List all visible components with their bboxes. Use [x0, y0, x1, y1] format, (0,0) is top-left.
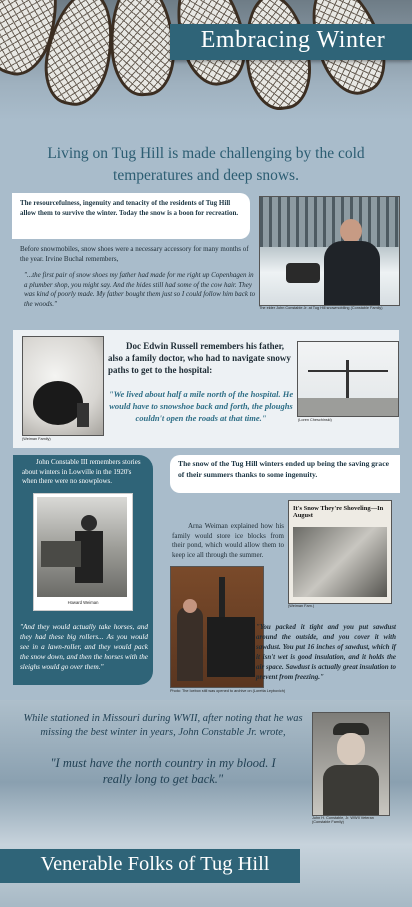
- page-title: Embracing Winter: [200, 27, 386, 53]
- wood-stove: [207, 617, 255, 677]
- section2-caption-right: (Loren Cheschinski): [298, 418, 332, 422]
- weiman-photo: [37, 497, 127, 597]
- man-head: [81, 515, 97, 531]
- section1-caption: The elder John Constable Jr. at Tug Hill snowmobiling (Constable Family): [259, 306, 383, 310]
- stove-photo: [170, 566, 264, 688]
- section3-quote: "And they would actually take horses, and they had these big rollers... As you would see in a lawn-roller, and they would pack the snow down, and then the horses with the sleighs would go over them.": [20, 623, 148, 671]
- soldier-face: [337, 733, 365, 765]
- section2-caption-left: (Weiman Family): [22, 437, 51, 441]
- man-face: [183, 599, 197, 613]
- section2-quote: "We lived about half a mile north of the hospital. He would have to snowshoe back and forth, the ploughs couldn't open the roads at that time.": [108, 389, 294, 423]
- section1-body: Before snowmobiles, snow shoes were a necessary accessory for many months of the year. Irvine Buchal remembers,: [20, 245, 249, 263]
- man-jacket: [324, 241, 380, 305]
- dog-team: [286, 263, 320, 283]
- snow-tunnel-photo: [22, 336, 104, 436]
- snowshoe-banner: [0, 0, 412, 120]
- soldier-portrait: [312, 712, 390, 816]
- section4-quote: "You packed it tight and you put sawdust around the outside, and you cover it with sawdust. You put 16 inches of sawdust, which if it isn't wet is good insulation, and it holds the air space. Sawdust is actually great insulation to prevent from freezing.": [256, 623, 396, 681]
- section1-quote: "...the first pair of snow shoes my father had made for me right up Copenhagen in a plumber shop, you might say. And the hides still had some of the cow hair. They was kind of poorly made. My father bought them just so I could follow him back to the woods.": [24, 271, 256, 308]
- man-face: [340, 219, 362, 243]
- section5-caption: John H. Constable, Jr. WWII Veteran (Constable Family): [312, 816, 374, 824]
- forest-background: [260, 197, 399, 247]
- section2-lead: Doc Edwin Russell remembers his father, also a family doctor, who had to navigate snowy paths to get to the hospital:: [108, 341, 291, 375]
- tunnel-opening: [33, 381, 83, 425]
- section4-lead: The snow of the Tug Hill winters ended up being the saving grace of their summers thanks to some ingenuity.: [178, 459, 389, 479]
- weiman-photo-frame: [33, 493, 133, 611]
- snowbank: [298, 398, 398, 416]
- stovepipe: [219, 577, 225, 617]
- section3-lead: John Constable III remembers stories about winters in Lowville in the 1920's when there were no snowplows.: [22, 458, 141, 486]
- section1-lead: The resourcefulness, ingenuity and tenacity of the residents of Tug Hill allow them to survive the winter. Today the snow is a boon for recreation.: [20, 199, 239, 217]
- footer-title: Venerable Folks of Tug Hill: [40, 853, 270, 875]
- snowy-road-photo: [297, 341, 399, 417]
- clipping-headline: It's Snow They're Shoveling—In August: [293, 505, 384, 519]
- clipping-photo: [293, 527, 387, 597]
- person-figure: [77, 403, 89, 427]
- newspaper-clipping: [288, 500, 392, 604]
- clipping-caption: (Weiman Fam.): [288, 604, 315, 608]
- snowshoe-image: [106, 0, 178, 98]
- snowmobile-photo: [259, 196, 400, 306]
- section5-lead: While stationed in Missouri during WWII, after noting that he was missing the best winter in years, John Constable Jr. wrote,: [23, 713, 303, 738]
- intro-text: Living on Tug Hill is made challenging by the cold temperatures and deep snows.: [47, 145, 365, 184]
- stove-caption: Photo: The Icebox still was opened to archive on (Loretta Leybovich): [170, 689, 286, 693]
- weiman-photo-label: Howard Weiman: [67, 600, 99, 605]
- soldier-uniform: [323, 765, 379, 815]
- ice-block: [41, 541, 81, 567]
- man-figure: [177, 607, 203, 681]
- section4-body: Arna Weiman explained how his family would store ice blocks from their pond, which would allow them to keep ice all through the summer.: [172, 522, 284, 559]
- section5-quote: "I must have the north country in my blood. I really long to get back.": [50, 756, 276, 786]
